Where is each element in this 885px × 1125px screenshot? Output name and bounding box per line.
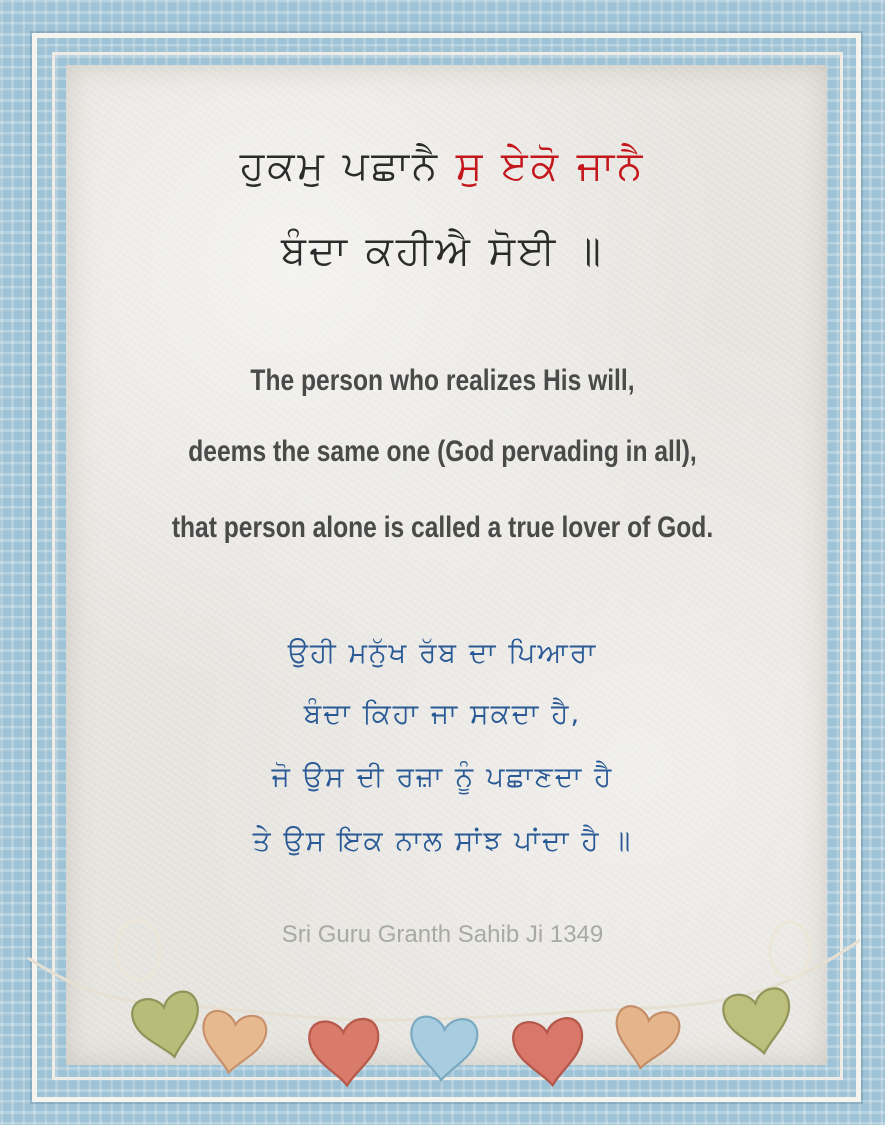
twine-loop-right <box>770 922 810 978</box>
heart-icon <box>408 1016 478 1083</box>
heart-icon <box>721 986 797 1059</box>
english-translation-line-2: deems the same one (God pervading in all), <box>188 435 697 468</box>
gurbani-line-1-part-1: ਹੁਕਮੁ ਪਛਾਨੈ <box>239 143 441 189</box>
twine-loop-left <box>116 920 160 980</box>
punjabi-translation-line-4: ਤੇ ਉਸ ਇਕ ਨਾਲ ਸਾਂਝ ਪਾਂਦਾ ਹੈ ॥ <box>252 824 633 857</box>
heart-icon <box>197 1009 268 1077</box>
punjabi-translation-line-1: ਉਹੀ ਮਨੁੱਖ ਰੱਬ ਦਾ ਪਿਆਰਾ <box>287 636 598 669</box>
gurbani-line-1-part-2-highlight: ਸੁ ਏਕੋ ਜਾਨੈ <box>455 143 646 189</box>
english-translation-line-3: that person alone is called a true lover of God. <box>171 511 714 544</box>
source-reference: Sri Guru Granth Sahib Ji 1349 <box>281 921 604 948</box>
gurbani-line-2: ਬੰਦਾ ਕਹੀਐ ਸੋਈ ॥ <box>281 228 604 274</box>
gurbani-line-1 <box>0 143 885 189</box>
heart-garland-decoration <box>0 900 885 1125</box>
heart-icon <box>129 989 207 1064</box>
punjabi-translation-line-3: ਜੋ ਉਸ ਦੀ ਰਜ਼ਾ ਨੂੰ ਪਛਾਣਦਾ ਹੈ <box>271 760 614 793</box>
heart-icon <box>512 1017 587 1089</box>
english-translation-line-1: The person who realizes His will, <box>250 364 635 397</box>
heart-icon <box>609 1004 681 1074</box>
heart-icon <box>308 1018 381 1088</box>
punjabi-translation-line-2: ਬੰਦਾ ਕਿਹਾ ਜਾ ਸਕਦਾ ਹੈ, <box>303 697 582 730</box>
